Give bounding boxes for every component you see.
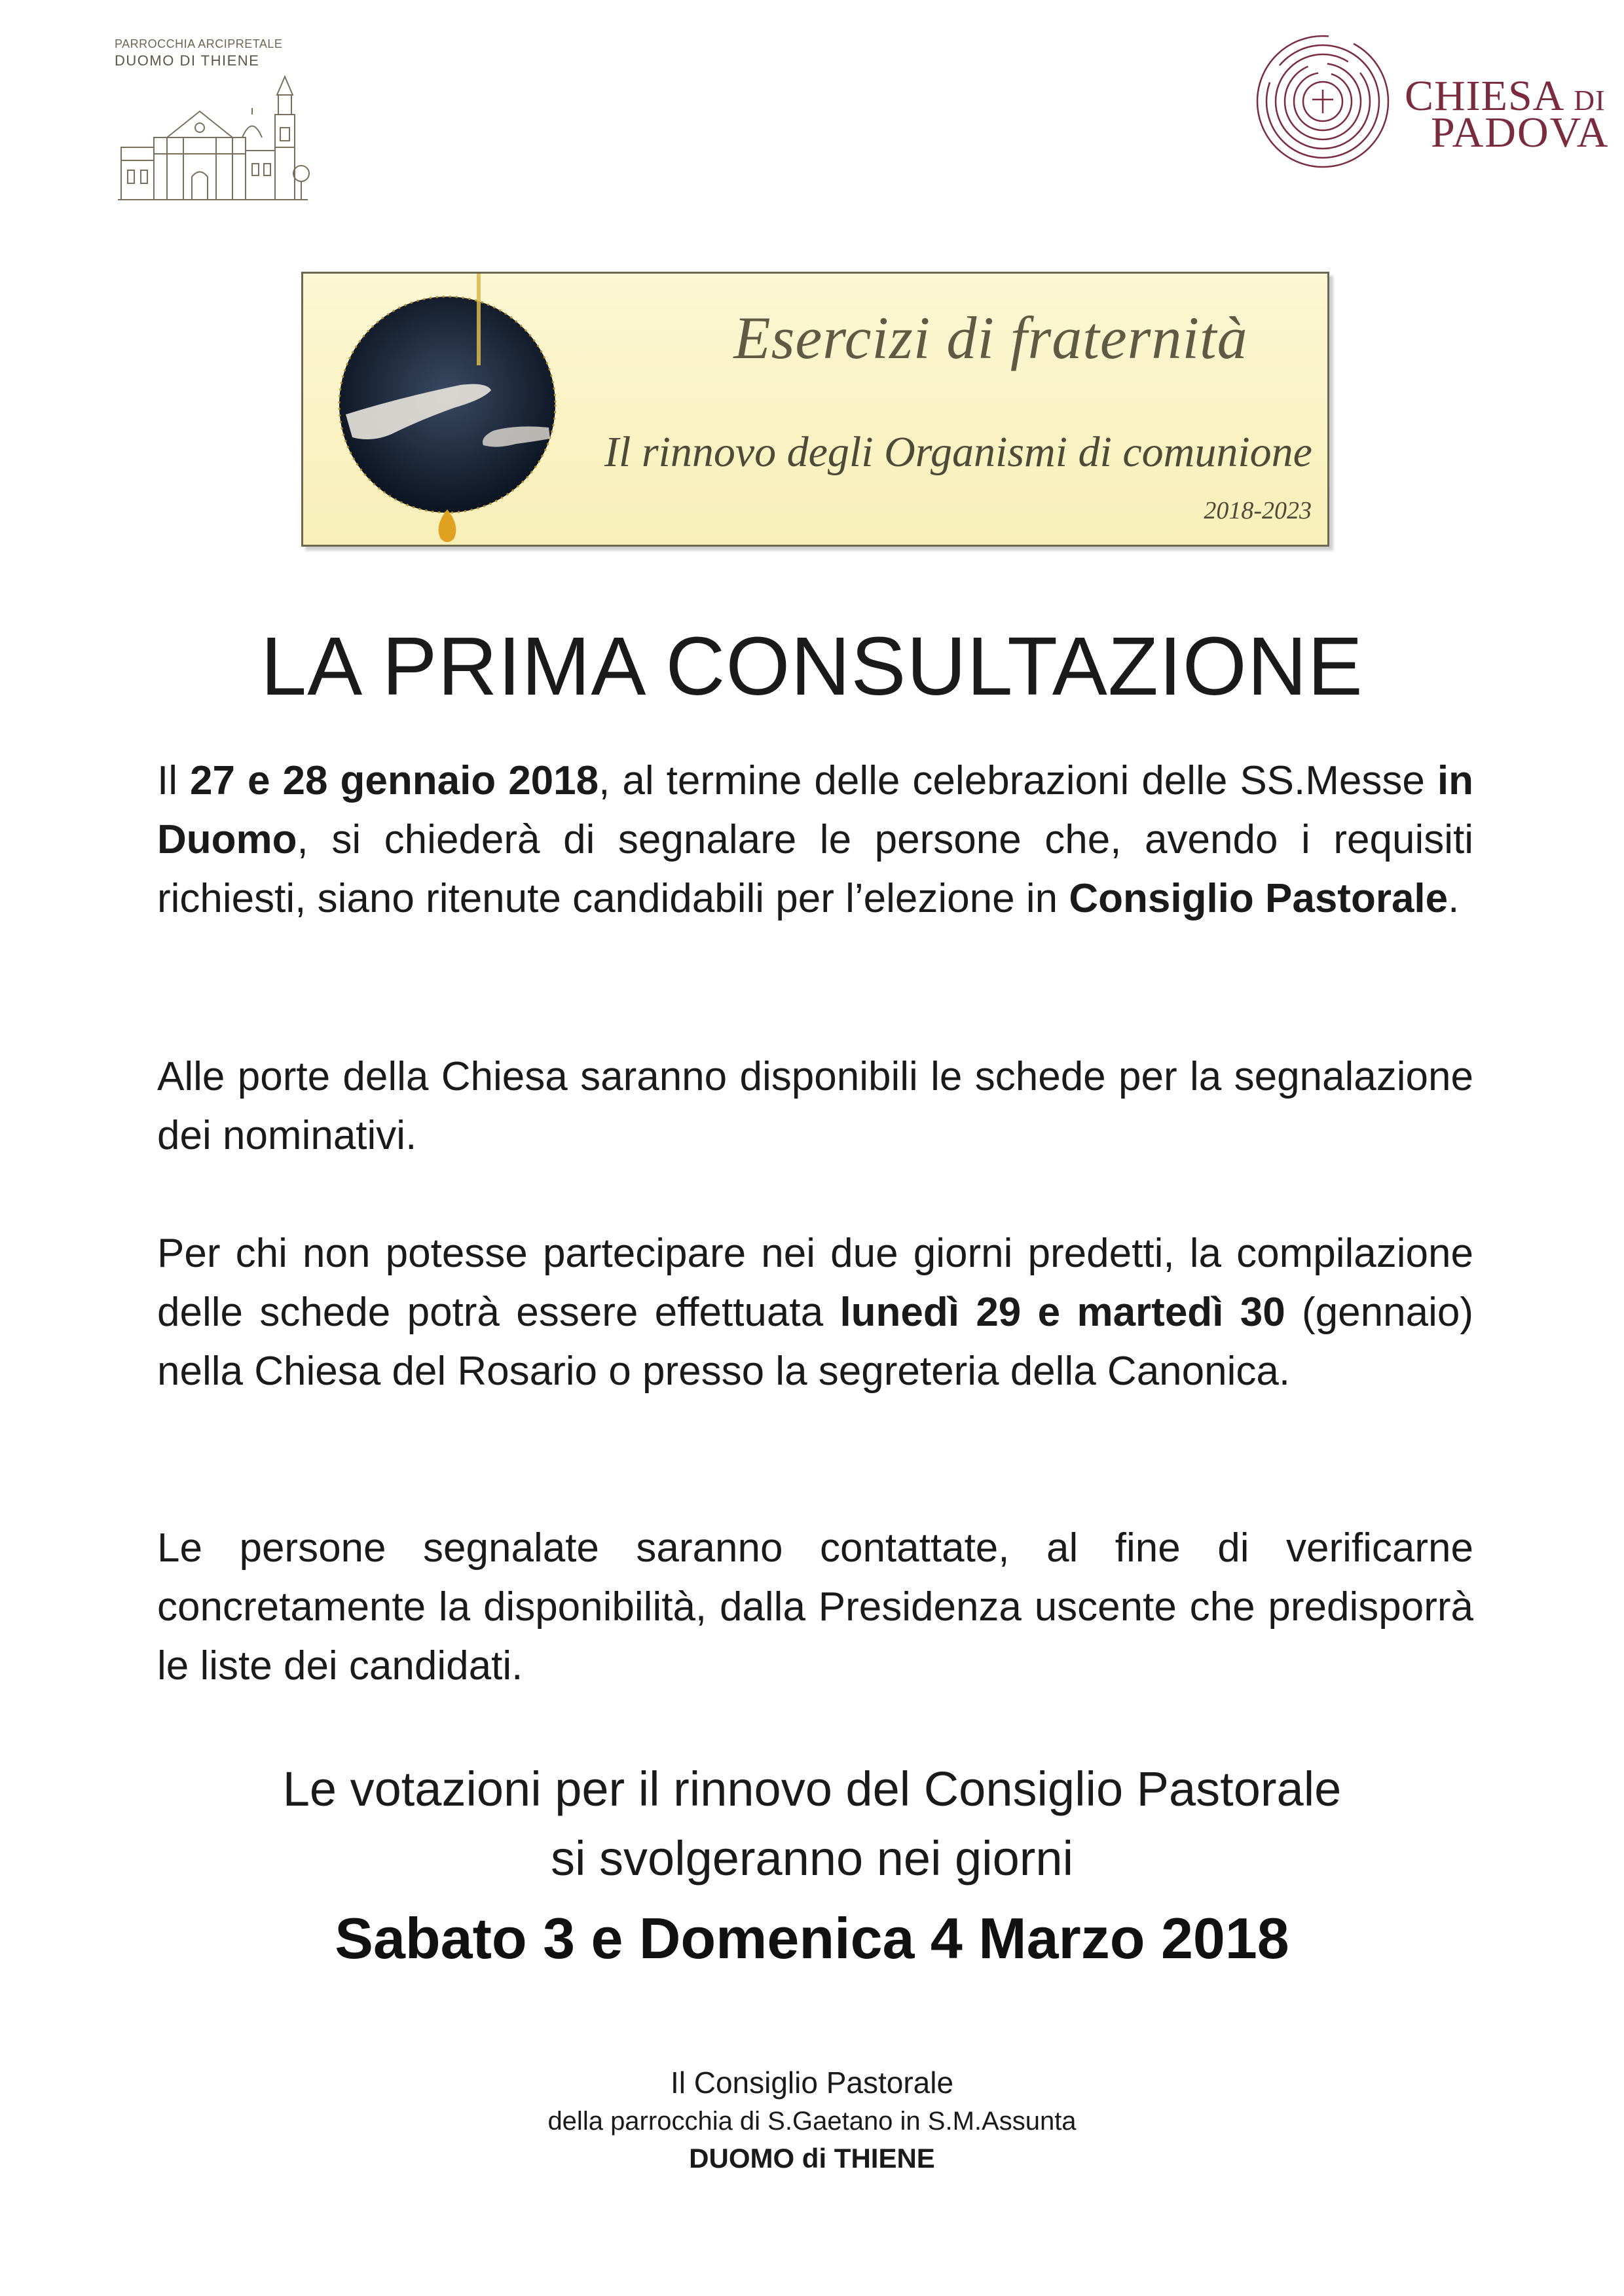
signature-block — [0, 2062, 1624, 2178]
parish-logo-line1: PARROCCHIA ARCIPRETALE — [115, 37, 283, 50]
banner-subtitle: Il rinnovo degli Organismi di comunione — [604, 428, 1312, 476]
parish-logo — [115, 36, 324, 206]
election-announcement — [0, 1755, 1624, 1981]
paragraph-candidate-contact: Le persone segnalate saranno contattate, al fine di verificarne concretamente la disponibilità, dalla Presidenza uscente che predisporrà le liste dei candidati. — [157, 1525, 1473, 1688]
church-building-icon — [115, 75, 311, 206]
paragraph-consultation-dates: Il 27 e 28 gennaio 2018, al termine delle celebrazioni delle SS.Messe in Duomo, si chiederà di segnalare le persone che, avendo i requisiti richiesti, siano ritenute candidabili per l’elezione in Consiglio Pastorale. — [157, 758, 1474, 921]
banner-title: Esercizi di fraternità — [733, 304, 1248, 371]
signature-line3: DUOMO di THIENE — [689, 2143, 935, 2174]
election-dates: Sabato 3 e Domenica 4 Marzo 2018 — [335, 1906, 1289, 1971]
banner — [301, 272, 1329, 547]
diocese-logo-padova: PADOVA — [1431, 109, 1610, 156]
election-line2: si svolgeranno nei giorni — [550, 1831, 1074, 1886]
concentric-cross-icon — [1251, 26, 1401, 177]
signature-line1: Il Consiglio Pastorale — [670, 2066, 954, 2100]
banner-years: 2018-2023 — [1204, 497, 1312, 524]
paragraph-forms-available: Alle porte della Chiesa saranno disponibili le schede per la segnalazione dei nominativi. — [157, 1054, 1473, 1158]
hands-oil-drop-icon — [320, 274, 575, 549]
parish-logo-line2: DUOMO DI THIENE — [115, 52, 260, 69]
paragraph-alternative-dates: Per chi non potesse partecipare nei due giorni predetti, la compilazione delle schede potrà essere effettuata lunedì 29 e martedì 30 (gennaio) nella Chiesa del Rosario o presso la segreteria della Canonica. — [157, 1231, 1473, 1394]
diocese-logo-chiesa: CHIESA DI — [1405, 72, 1606, 120]
signature-line2: della parrocchia di S.Gaetano in S.M.Assunta — [547, 2107, 1077, 2136]
diocese-logo — [1251, 26, 1610, 177]
election-line1: Le votazioni per il rinnovo del Consiglio Pastorale — [282, 1762, 1342, 1816]
page-title: LA PRIMA CONSULTAZIONE — [261, 620, 1363, 712]
